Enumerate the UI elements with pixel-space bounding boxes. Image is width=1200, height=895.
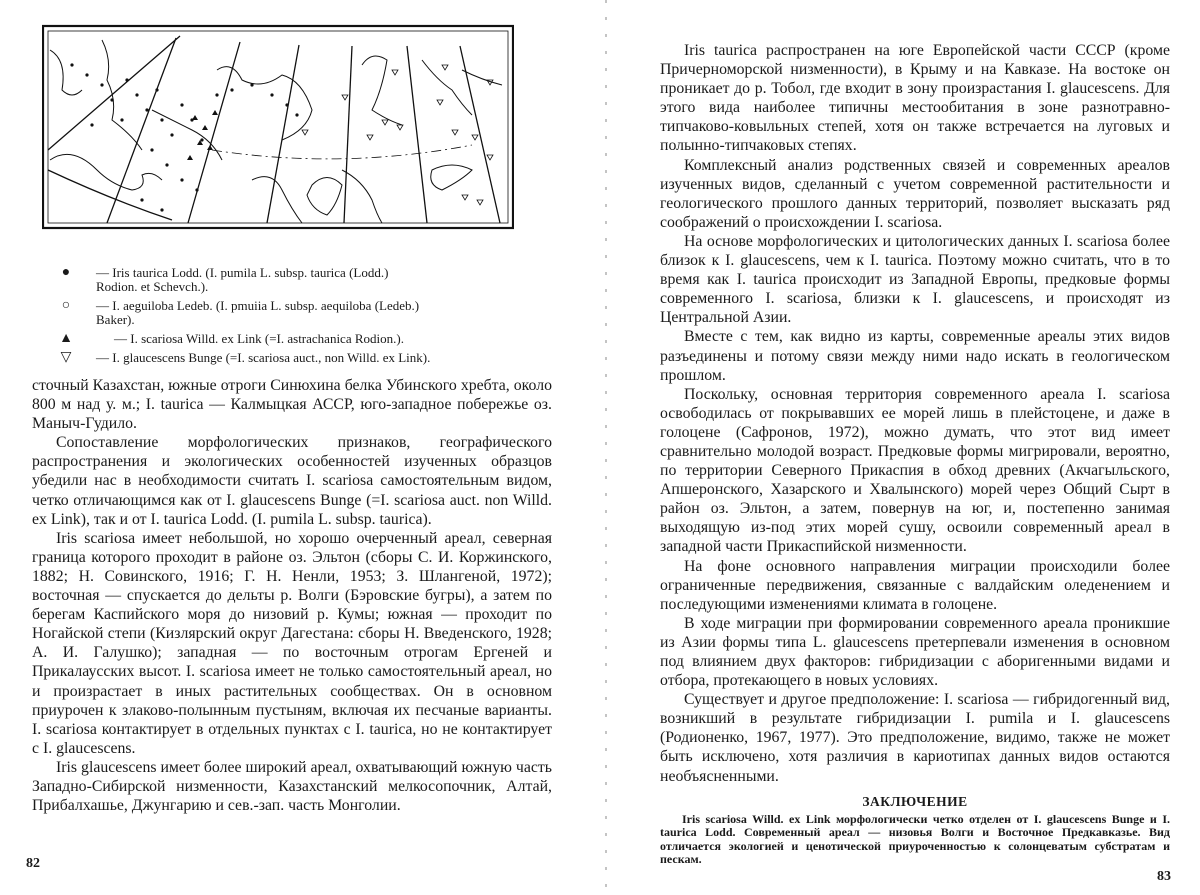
open-circle-icon: ○ (61, 298, 71, 313)
legend-label-continued: Baker). (96, 312, 135, 327)
paragraph: Вместе с тем, как видно из карты, современные ареалы этих видов разъединены и потому связи между ними надо искать в геологическом прошлом. (660, 328, 1170, 384)
filled-triangle-icon: ▲ (59, 331, 73, 346)
paragraph: Комплексный анализ родственных связей и современных ареалов изученных видов, сделанный с учетом современной растительности и геологического прошлого данных территорий, позволяет высказать ряд соображений о происхождении I. scariosa. (660, 156, 1170, 231)
legend-label-continued: Rodion. et Schevch.). (96, 279, 209, 294)
legend-item (58, 351, 458, 365)
right-page-body (660, 41, 1170, 867)
map-legend (58, 266, 458, 370)
legend-label: — I. aeguiloba Ledeb. (I. pmuiia L. subsp. aequiloba (Ledeb.) (96, 298, 420, 313)
paragraph: На основе морфологических и цитологических данных I. scariosa более близок к I. glaucescens, чем к I. taurica. Поэтому можно считать, что в то время как I. taurica происходит из Западной Европы, предковые формы современного I. scariosa, близки к I. glaucescens, и происходят из Центральной Азии. (660, 232, 1170, 327)
page-number: 83 (1157, 869, 1171, 884)
paragraph: Iris scariosa имеет небольшой, но хорошо очерченный ареал, северная граница которого проходит в районе оз. Эльтон (сборы С. И. Коржинского, 1882; Н. Совинского, 1916; Г. Н. Ненли, 1953; З. Шлангеной, 1972); восточная — спускается до дельты р. Волги (Бэровские бугры), а затем по берегам Каспийского моря до низовий р. Кумы; южная — проходит по Ногайской степи (Кизлярский округ Дагестана: сборы Н. Введенского, 1928; А. И. Галушко); западная — по восточным отрогам Ергеней и Прикалаусских высот. I. scariosa имеет не только самостоятельный ареал, но и произрастает в иных растительных сообществах. Он в основном приурочен к злаково-полынным пустыням, включая их песчаные варианты. I. scariosa контактирует в отдельных пунктах с I. taurica, но не контактирует с I. glaucescens. (32, 529, 552, 757)
legend-label: — I. scariosa Willd. ex Link (=I. astrachanica Rodion.). (114, 331, 404, 346)
map-outer-border (43, 26, 513, 228)
open-triangle-down-icon: ▽ (60, 350, 72, 365)
section-heading-conclusion: ЗАКЛЮЧЕНИЕ (862, 793, 968, 809)
paragraph: Поскольку, основная территория современного ареала I. scariosa освободилась от покрывавших ее морей лишь в плейстоцене, и даже в голоцене (Сафронов, 1972), можно думать, что этот вид имеет сравнительно молодой возраст. Предковые формы мигрировали, вероятно, по территории Северного Прикаспия в обход древних (Акчагыльского, Апшеронского, Хазарского и Хвалынского) морей через Общий Сырт в район оз. Эльтон, а затем, повернув на юг, и, постепенно занимая выходящую из-под этих морей сушу, освоили современный ареал в западной части Прикаспийской низменности. (660, 385, 1170, 556)
legend-item (58, 299, 458, 327)
legend-item (58, 332, 458, 346)
page-number: 82 (26, 856, 40, 871)
legend-item (58, 266, 458, 294)
conclusion-block (660, 813, 1170, 867)
paragraph: На фоне основного направления миграции происходили более ограниченные передвижения, связанные с валдайским оледенением и последующими изменениями климата в голоцене. (660, 557, 1170, 613)
map-figure (42, 20, 514, 230)
paragraph: сточный Казахстан, южные отроги Синюхина белка Убинского хребта, около 800 м над у. м.; I. taurica — Калмыцкая АССР, юго-западное побережье оз. Маныч-Гудило. (32, 377, 552, 433)
paragraph: Сопоставление морфологических признаков, географического распространения и экологических особенностей изученных образцов убедили нас в необходимости считать I. scariosa самостоятельным видом, четко отличающимся как от I. glaucescens Bunge (=I. scariosa auct. non Willd. ex Link), так и от I. taurica Lodd. (I. pumila L. subsp. taurica). (32, 434, 552, 528)
left-page-body (32, 376, 552, 815)
legend-label: — I. glaucescens Bunge (=I. scariosa auct., non Willd. ex Link). (96, 350, 431, 365)
paragraph: Iris glaucescens имеет более широкий ареал, охватывающий южную часть Западно-Сибирской низменности, Казахстанский мелкосопочник, Алтай, Прибалхашье, Джунгарию и сев.-зап. часть Монголии. (32, 758, 552, 815)
conclusion-paragraph: Iris scariosa Willd. ex Link морфологически четко отделен от I. glaucescens Bunge и I. taurica Lodd. Современный ареал — низовья Волги и Восточное Предкавказье. Вид отличается экологией и ценотической приуроченностью к солонцеватым субстратам и пескам. (660, 811, 1170, 867)
distribution-map (42, 20, 514, 230)
paragraph: Существует и другое предположение: I. scariosa — гибридогенный вид, возникший в результате гибридизации I. pumila и I. glaucescens (Родионенко, 1967, 1977). Это предположение, видимо, также не может быть исключено, хотя различия в кариотипах данных видов остаются необъясненными. (660, 691, 1170, 785)
legend-label: — Iris taurica Lodd. (I. pumila L. subsp. taurica (Lodd.) (96, 265, 389, 280)
paragraph: В ходе миграции при формировании современного ареала проникшие из Азии формы типа L. glaucescens претерпевали изменения в основном под влиянием двух факторов: гибридизации с аборигенными видами и отбора, протекающего в новых условиях. (660, 614, 1170, 690)
filled-circle-icon: ● (61, 265, 71, 280)
paragraph: Iris taurica распространен на юге Европейской части СССР (кроме Причерноморской низменности), в Крыму и на Кавказе. На востоке он проникает до р. Тобол, где входит в зону произрастания I. glaucescens. Для этого вида наиболее типичны местообитания в зоне разнотравно-типчаково-ковыльных степей, хотя он также встречается на луговых и полынно-типчаковых степях. (660, 42, 1170, 155)
